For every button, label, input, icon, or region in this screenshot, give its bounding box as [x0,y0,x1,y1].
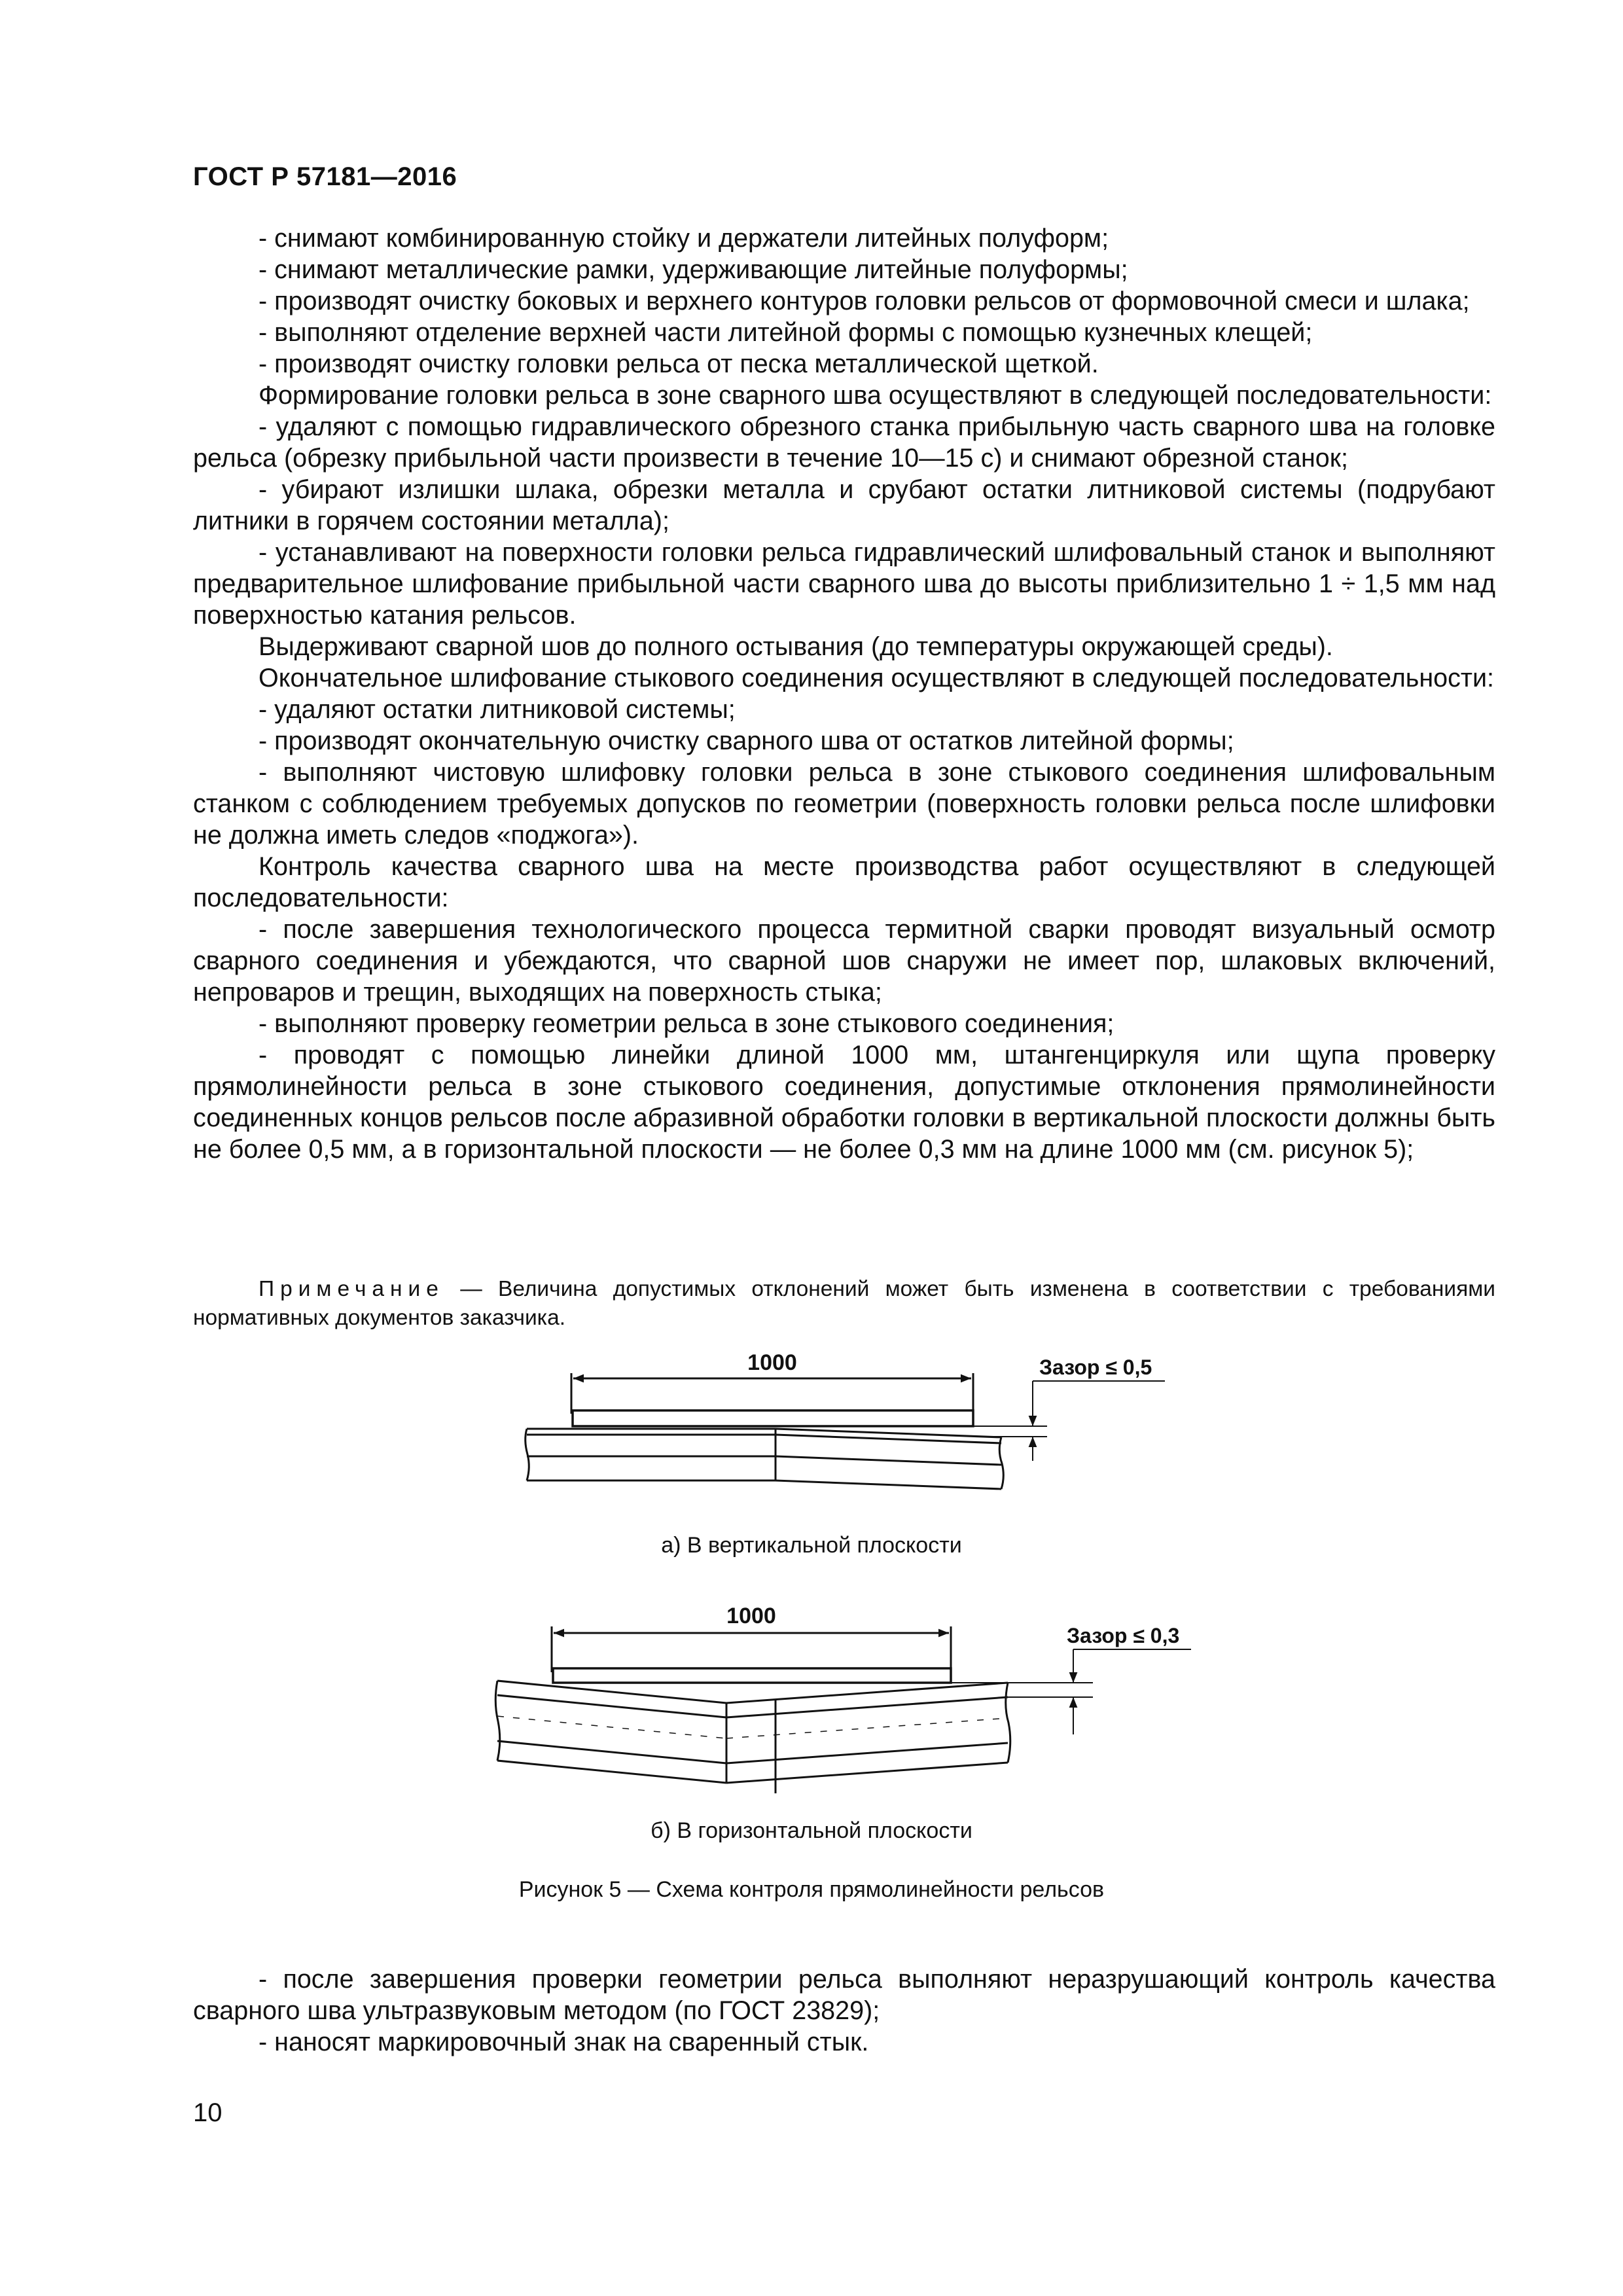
rail-right-edge [726,1743,1008,1763]
rail-right-edge [776,1456,1001,1465]
break-line-left [495,1681,500,1761]
rail-right-edge [776,1480,1001,1489]
paragraph: - проводят с помощью линейки длиной 1000 мм, штангенциркуля или щупа проверку прямолинейности рельса в зоне стыкового соединения, допустимые отклонения прямолинейности соединенных концов рельсов после абразивной обработки головки в вертикальной плоскости должны быть не более 0,5 мм, а в горизонтальной плоскости — не более 0,3 мм на длине 1000 мм (см. рисунок 5); [193,1041,1495,1164]
rail-left-edge [497,1681,726,1703]
paragraph: - снимают металлические рамки, удерживающие литейные полуформы; [259,255,1128,284]
figure-a-length-label: 1000 [747,1350,797,1375]
paragraph: - после завершения технологического процесса термитной сварки проводят визуальный осмотр сварного соединения и убеждаются, что сварной шов снаружи не имеет пор, шлаковых включений, непроваров и трещин, выходящих на поверхность стыка; [193,915,1495,1007]
page-number: 10 [193,2098,223,2127]
figure-a-gap-label: Зазор ≤ 0,5 [1039,1355,1152,1379]
paragraph: - устанавливают на поверхности головки рельса гидравлический шлифовальный станок и выполняют предварительное шлифование прибыльной части сварного шва до высоты приблизительно 1 ÷ 1,5 мм над поверхностью катания рельсов. [193,538,1495,630]
break-line-right [1006,1683,1010,1763]
figure-b-gap-label: Зазор ≤ 0,3 [1067,1624,1180,1647]
paragraph: Выдерживают сварной шов до полного остывания (до температуры окружающей среды). [259,632,1333,661]
paragraph: - наносят маркировочный знак на сваренный стык. [259,2028,869,2056]
figure-b-caption: б) В горизонтальной плоскости [651,1818,972,1843]
paragraph: - выполняют проверку геометрии рельса в зоне стыкового соединения; [259,1009,1115,1038]
figure-a-vertical [526,1373,1165,1489]
note-label: Примечание [259,1277,444,1301]
straightedge [553,1668,951,1683]
rail-left-edge [497,1741,726,1763]
paragraph: - убирают излишки шлака, обрезки металла и срубают остатки литниковой системы (подрубают литники в горячем состоянии металла); [193,475,1495,535]
figure-b-horizontal [495,1626,1191,1793]
break-line-right [999,1437,1003,1489]
paragraph: Контроль качества сварного шва на месте производства работ осуществляют в следующей последовательности: [193,852,1495,912]
paragraph: - удаляют остатки литниковой системы; [259,695,736,724]
paragraph: - после завершения проверки геометрии рельса выполняют неразрушающий контроль качества сварного шва ультразвуковым методом (по ГОСТ 23829); [193,1965,1495,2025]
paragraph: - выполняют чистовую шлифовку головки рельса в зоне стыкового соединения шлифовальным станком с соблюдением требуемых допусков по геометрии (поверхность головки рельса после шлифовки не должна иметь следов «поджога»). [193,758,1495,850]
paragraph: - производят окончательную очистку сварного шва от остатков литейной формы; [259,726,1234,755]
note-text: — Величина допустимых отклонений может быть изменена в соответствии с требованиями нормативных документов заказчика. [193,1277,1495,1330]
document-header: ГОСТ Р 57181—2016 [193,162,457,191]
rail-right-edge [726,1718,1008,1738]
figure-a-caption: а) В вертикальной плоскости [661,1533,962,1558]
paragraph: - выполняют отделение верхней части литейной формы с помощью кузнечных клещей; [259,318,1313,347]
figure-b-length-label: 1000 [726,1604,776,1628]
paragraph: - производят очистку боковых и верхнего контуров головки рельсов от формовочной смеси и шлака; [259,287,1470,315]
break-line-left [526,1429,529,1480]
paragraph: - снимают комбинированную стойку и держатели литейных полуформ; [259,224,1109,253]
body-text-continued [193,1964,1495,2058]
paragraph: - производят очистку головки рельса от песка металлической щеткой. [259,350,1099,378]
paragraph: Формирование головки рельса в зоне сварного шва осуществляют в следующей последовательности: [259,381,1492,410]
straightedge [573,1410,973,1426]
rail-right-edge [726,1763,1008,1783]
rail-left-edge [497,1716,726,1738]
rail-left-edge [497,1695,726,1717]
paragraph: Окончательное шлифование стыкового соединения осуществляют в следующей последовательности: [259,664,1494,692]
figure-title: Рисунок 5 — Схема контроля прямолинейности рельсов [518,1877,1105,1902]
rail-left-edge [497,1761,726,1783]
paragraph: - удаляют с помощью гидравлического обрезного станка прибыльную часть сварного шва на головке рельса (обрезку прибыльной части произвести в течение 10—15 с) и снимают обрезной станок; [193,412,1495,473]
